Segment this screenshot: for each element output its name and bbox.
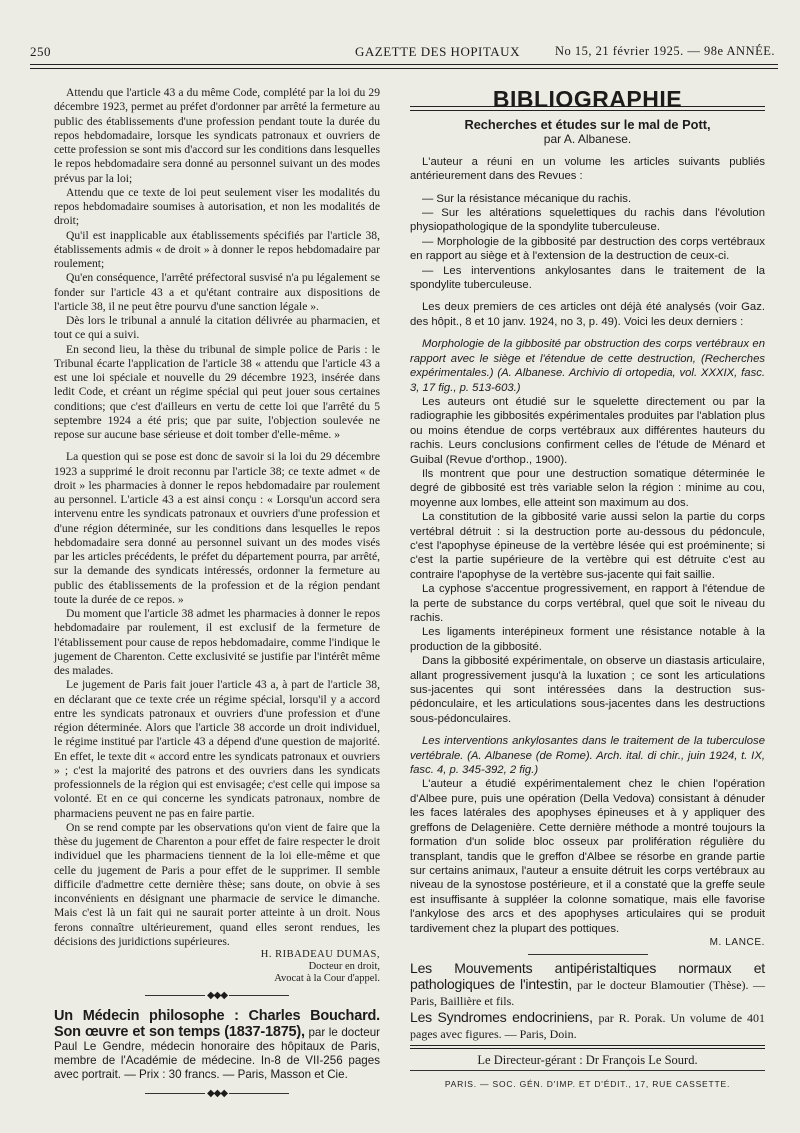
paragraph: La constitution de la gibbosité varie aussi selon la partie du corps vertébral détruit : si la destruction porte au-dessous du pédoncule, c'est l'apophyse épineuse de la vertèbre lésée qui est proéminente; si c'est la partie supérieure de la vertèbre qui est détruite c'est au contraire l'apophyse de la vertèbre sus-jacente qui fait saillie.	[410, 511, 765, 581]
book-notice	[54, 1009, 380, 1082]
signature-title: Docteur en droit,	[308, 961, 380, 972]
paragraph: Les deux premiers de ces articles ont déjà été analysés (voir Gaz. des hôpit., 8 et 10 janv. 1924, no 3, p. 49). Voici les deux derniers :	[410, 301, 765, 328]
paragraph: Les ligaments interépineux forment une résistance notable à la production de la gibbosité.	[410, 626, 765, 653]
paragraph: Dès lors le tribunal a annulé la citation délivrée au pharmacien, et tout ce qui a suivi.	[54, 314, 380, 342]
paragraph: L'auteur a étudié expérimentalement chez le chien l'opération d'Albee pure, puis une opération (Della Vedova) consistant à dénuder les faces latérales des apophyses épineuses et à y appliquer des greffons de Delagenière. Cette dernière méthode a montré toujours la formation d'un solide bloc osseux par prolifération régulière du transplant, tandis que le greffon d'Albee se résorbe en grande partie sur certains animaux, l'auteur a ensuite détruit les corps vertébraux au niveau de la synostose postérieure, et il a constaté que la greffe seule est insuffisante à suppléer la colonne somatique, mais elle favorise l'ankylose des arcs et des apophyses articulaires qui se produit tardivement chez la plupart des pottiques.	[410, 778, 765, 935]
review-title: Recherches et études sur le mal de Pott,	[464, 117, 711, 133]
list-item: — Sur la résistance mécanique du rachis.	[422, 192, 632, 205]
reference: Les interventions ankylosantes dans le traitement de la tuberculose vertébrale. (A. Albanese (de Rome). Arch. ital. di chir., juin 1924, t. IX, fasc. 4, p. 345-392, 2 fig.)	[410, 735, 765, 777]
page-header	[30, 44, 775, 64]
book-details: par le docteur Blamoutier (Thèse). — Paris, Baillière et fils.	[410, 977, 765, 1009]
footer-rule	[410, 1045, 765, 1049]
book-details: par le docteur Paul Le Gendre, médecin honoraire des hôpitaux de Paris, membre de l'Académie de médecine. In-8 de VII-256 pages avec portrait. — Prix : 30 francs. — Paris, Masson et Cie.	[54, 1025, 380, 1082]
book-notice	[410, 961, 765, 1010]
footer-rule	[410, 1070, 765, 1071]
paragraph: Les auteurs ont étudié sur le squelette directement ou par la radiographie les gibbosités expérimentales produites par l'ablation plus ou moins étendue de corps vertébraux aux différentes hauteurs du rachis. Leurs conclusions confirment celles de l'étude de Ménard et Guibal (Revue d'orthop., 1900).	[410, 395, 765, 466]
page-number: 250	[30, 44, 51, 59]
signature-name: H. RIBADEAU DUMAS,	[260, 949, 380, 960]
divider	[528, 954, 648, 955]
paragraph: La question qui se pose est donc de savoir si la loi du 29 décembre 1923 a supprimé le droit reconnu par l'article 38; ce texte admet « de droit » les pharmacies à donner le repos hebdomadaire par roulement au personnel. L'article 43 a est ainsi conçu : « Lorsqu'un accord sera intervenu entre les syndicats patronaux et ouvriers d'une profession et d'une région déterminée, sur les conditions dans lesquelles le repos hebdomadaire sera donné au personnel suivant un des modes visés par les articles précédents, le préfet du département pourra, par arrêté, sur la demande des syndicats intéressés, ordonner la fermeture au public des établissements de la profession et de la région pendant toute la durée de ce repos. »	[54, 450, 380, 606]
paragraph: L'auteur a réuni en un volume les articles suivants publiés antérieurement dans des Revues :	[410, 155, 765, 183]
ornament-divider: ◆◆◆	[54, 1087, 380, 1101]
author-signature	[54, 949, 380, 985]
list-item: — Morphologie de la gibbosité par destruction des corps vertébraux en rapport au siège et à l'extension de la destruction de ceux-ci.	[410, 235, 765, 263]
book-details: par R. Porak. Un volume de 401 pages avec figures. — Paris, Doin.	[410, 1010, 765, 1042]
list-item: — Sur les altérations squelettiques du rachis dans l'évolution physiopathologique de la spondylite tuberculeuse.	[410, 207, 765, 234]
signature-title: Avocat à la Cour d'appel.	[274, 973, 380, 984]
section-title: BIBLIOGRAPHIE	[492, 86, 683, 112]
paragraph: En second lieu, la thèse du tribunal de simple police de Paris : le Tribunal écarte l'application de l'article 38 « attendu que l'article 43 a est une loi spéciale et nouvelle du 29 décembre 1923, insérée dans ledit Code, et créant un régime spécial qui peut jouer sous certaines conditions; que c'est d'ailleurs en vertu de cette loi que l'arrêté du 5 septembre 1924 a été pris; que par suite, l'objection soulevée ne repose sur aucune base sérieuse et doit tomber d'elle-même. »	[54, 342, 380, 441]
ornament-divider: ◆◆◆	[54, 989, 380, 1003]
paragraph: Dans la gibbosité expérimentale, on observe un diastasis articulaire, allant progressivement jusqu'à la luxation ; ce sont les articulations sus-jacentes qui sont intéressées dans la destruction sus-pédonculaire, et les articulations sous-jacentes dans les destructions sous-pédonculaires.	[410, 655, 765, 725]
paragraph: Qu'en conséquence, l'arrêté préfectoral susvisé n'a pu légalement se fonder sur l'article 43 a et qu'étant contraire aux dispositions de l'article 38, il ne peut être pourvu d'une sanction légale ».	[54, 271, 380, 313]
paragraph: Attendu que ce texte de loi peut seulement viser les modalités du repos hebdomadaire soumises à autorisation, et non les modalités de droit;	[54, 185, 380, 228]
book-notice	[410, 1010, 765, 1043]
header-rule	[30, 64, 778, 65]
reference: Morphologie de la gibbosité par obstruction des corps vertébraux en rapport avec le siège et l'étendue de cette destruction, (Recherches expérimentales.) (A. Albanese. Archivio di ortopedia, vol. XXXIX, fasc. 3, 17 fig., p. 513-603.)	[410, 338, 765, 394]
paragraph: Le jugement de Paris fait jouer l'article 43 a, à part de l'article 38, en déclarant que ce texte crée un régime spécial, lorsqu'il y a accord entre les syndicats patronaux et ouvriers d'une profession et d'une région déterminée. Alors que l'article 38 accorde un droit individuel, le régime institué par l'article 43 a dépend d'une question de majorité. En effet, le texte dit « accord entre les syndicats patronaux et ouvriers » ; c'est la majorité des patrons et des ouvriers dans les syndicats professionnels de la région qui est envisagée; c'est celle qui impose sa volonté. Et en ce qui concerne les syndicats patronaux, nombre de pharmaciens peuvent ne pas en faire partie.	[54, 678, 380, 820]
left-column	[54, 86, 380, 1107]
paragraph: Du moment que l'article 38 admet les pharmacies à donner le repos hebdomadaire par roulement, il est exclusif de la fermeture de l'établissement pour cause de repos hebdomadaire, comme l'indique le jugement de Charenton. Cette exclusivité se justifie par l'intérêt même des malades.	[54, 607, 380, 677]
director-line: Le Directeur-gérant : Dr François Le Sourd.	[477, 1052, 698, 1067]
printer-line: PARIS. — SOC. GÉN. D'IMP. ET D'ÉDIT., 17, RUE CASSETTE.	[444, 1079, 731, 1090]
book-title: Un Médecin philosophe : Charles Bouchard. Son œuvre et son temps (1837-1875),	[54, 1008, 380, 1040]
journal-title: GAZETTE DES HOPITAUX	[355, 44, 520, 59]
header-rule-thin	[30, 68, 778, 69]
reviewer-signature: M. LANCE.	[709, 936, 765, 948]
list-item: — Les interventions ankylosantes dans le traitement de la spondylite tuberculeuse.	[410, 264, 765, 292]
review-author: par A. Albanese.	[543, 132, 632, 147]
paragraph: La cyphose s'accentue progressivement, en rapport à l'étendue de la perte de substance du corps vertébral, quel que soit le niveau du rachis.	[410, 583, 765, 624]
book-title: Les Syndromes endocriniens,	[410, 1008, 593, 1025]
paragraph: On se rend compte par les observations qu'on vient de faire que la thèse du jugement de Charenton a pour effet de faire respecter le droit individuel que les pharmaciens tiennent de la loi elle-même et que celle du jugement de Paris a pour effet de le supprimer. Il semble difficile d'admettre cette dernière thèse; sans doute, on obvie à ses inconvénients en désignant une pharmacie de service le dimanche. Mais c'est là un fait qui ne saurait porter atteinte à un droit. Nous ferons connaître ultérieurement, quand elles seront rendues, les décisions des juridictions supérieures.	[54, 820, 380, 948]
paragraph: Ils montrent que pour une destruction somatique déterminée le degré de gibbosité est très variable selon la région : minime au cou, moyenne aux lombes, elle atteint son maximum au dos.	[410, 467, 765, 509]
book-title: Les Mouvements antipéristaltiques normaux et pathologiques de l'intestin,	[410, 960, 765, 992]
issue-info: No 15, 21 février 1925. — 98e ANNÉE.	[554, 44, 775, 58]
paragraph: Qu'il est inapplicable aux établissements spécifiés par l'article 38, établissements admis « de droit » à donner le repos hebdomadaire par roulement;	[54, 228, 380, 270]
paragraph: Attendu que l'article 43 a du même Code, complété par la loi du 29 décembre 1923, permet au préfet d'ordonner par arrêté la fermeture au public des établissements d'une profession pendant toute la durée du repos hebdomadaire, lorsque les syndicats patronaux et ouvriers de cette profession se sont mis d'accord sur les conditions dans lesquelles le repos hebdomadaire sera donné au personnel suivant un des modes prévus par la loi;	[54, 86, 381, 185]
right-column	[410, 86, 765, 1092]
